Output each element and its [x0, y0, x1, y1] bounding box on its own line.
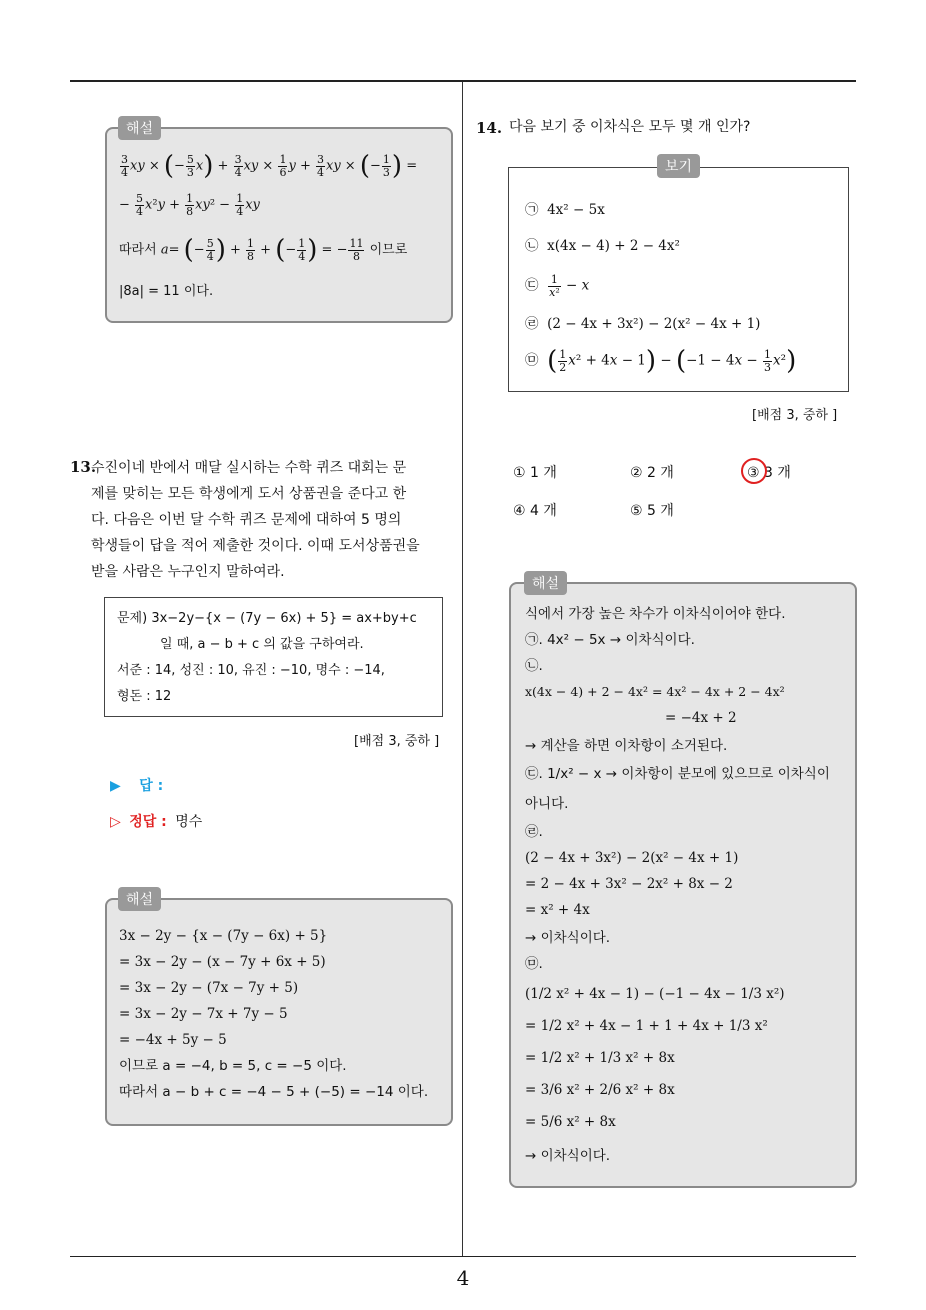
answer-label: 답 : [139, 778, 164, 794]
choice-2[interactable]: ② 2 개 [630, 465, 674, 481]
sol12-line4: |8a| = 11 이다. [119, 284, 214, 299]
bogi-item-5: ㉤ ( $\frac{1}{2}$ x² + 4x − 1) − (−1 − 4x − $\frac{1}{3}$ x²) [525, 346, 797, 376]
bogi-item-1 [525, 204, 605, 218]
sol14-line: → 이차식이다. [525, 930, 611, 946]
sol14-line: = x² + 4x [525, 902, 590, 918]
bottom-rule [70, 1256, 856, 1257]
q13-problem-box [104, 597, 443, 717]
q13-box-line: 형돈 : 12 [117, 689, 172, 704]
correct-label: 정답 : [129, 814, 167, 830]
sol13-line: 이므로 a = −4, b = 5, c = −5 이다. [119, 1058, 347, 1074]
q14-text: 다음 보기 중 이차식은 모두 몇 개 인가? [509, 119, 751, 135]
bogi-tag: 보기 [657, 154, 700, 178]
sol13-line: = −4x + 5y − 5 [119, 1032, 227, 1048]
bogi-mark: ㉠ [525, 202, 539, 218]
bogi-mark: ㉣ [525, 316, 539, 332]
sol14-line: → 계산을 하면 이차항이 소거된다. [525, 738, 728, 754]
bogi-item-3: ㉢ $\frac{1}{\text{x²}}$ − x [525, 273, 590, 299]
correct-value: 명수 [175, 814, 203, 830]
bogi-item-2 [525, 240, 680, 254]
sol14-line: → 이차식이다. [525, 1148, 611, 1164]
sol14-line: ㉣. [525, 824, 543, 840]
selected-answer-circle [741, 458, 767, 484]
choice-3[interactable]: ③ 3 개 [747, 465, 791, 481]
correct-arrow-icon: ▷ [110, 814, 121, 830]
sol13-line: 따라서 a − b + c = −4 − 5 + (−5) = −14 이다. [119, 1084, 429, 1100]
bogi-box [508, 167, 849, 392]
q13-text-line: 제를 맞히는 모든 학생에게 도서 상품권을 준다고 한 [91, 486, 407, 502]
solution-tag-14: 해설 [524, 571, 567, 595]
column-divider [462, 82, 463, 1257]
sol14-line: ㉠. 4x² − 5x → 이차식이다. [525, 632, 695, 648]
q13-text-line: 수진이네 반에서 매달 실시하는 수학 퀴즈 대회는 문 [91, 460, 407, 476]
q13-text [91, 455, 459, 585]
answer-row [110, 775, 163, 795]
sol14-line: = 1/2 x² + 4x − 1 + 1 + 4x + 1/3 x² [525, 1018, 768, 1034]
choice-4[interactable]: ④ 4 개 [513, 503, 557, 519]
q13-number: 13. [70, 458, 97, 476]
q13-box-line: 서준 : 14, 성진 : 10, 유진 : −10, 명수 : −14, [117, 663, 385, 678]
bogi-mark: ㉢ [525, 277, 539, 294]
sol12-line3-suffix: 이므로 [369, 242, 408, 258]
q14-score: [배점 3, 중하 ] [752, 408, 838, 423]
q13-box-line: 일 때, a − b + c 의 값을 구하여라. [160, 637, 364, 652]
sol14-line: ㉢. 1/x² − x → 이차항이 분모에 있으므로 이차식이 [525, 766, 830, 782]
bogi-item-4 [525, 318, 760, 332]
sol12-line2: − $\frac{5}{4}$ x²y + $\frac{1}{8}$ xy² − $\frac{1}{4}$ xy [119, 192, 260, 218]
sol14-line: = 1/2 x² + 1/3 x² + 8x [525, 1050, 675, 1066]
q13-text-line: 받을 사람은 누구인지 말하여라. [91, 564, 285, 580]
q13-box-line: 문제) 3x−2y−{x − (7y − 6x) + 5} = ax+by+c [117, 611, 417, 626]
bogi-expr: (2 − 4x + 3x²) − 2(x² − 4x + 1) [547, 316, 761, 332]
q13-score: [배점 3, 중하 ] [354, 734, 440, 749]
solution-box-14 [509, 582, 857, 1188]
answer-arrow-icon: ▶ [110, 778, 121, 794]
page-number: 4 [456, 1266, 470, 1290]
sol14-line: = 5/6 x² + 8x [525, 1114, 616, 1130]
solution-box-13 [105, 898, 453, 1126]
top-rule [70, 80, 856, 82]
choice-5[interactable]: ⑤ 5 개 [630, 503, 674, 519]
sol14-line: 아니다. [525, 796, 569, 812]
q13-text-line: 학생들이 답을 적어 제출한 것이다. 이때 도서상품권을 [91, 538, 420, 554]
sol14-line: = 2 − 4x + 3x² − 2x² + 8x − 2 [525, 876, 733, 892]
bogi-mark: ㉤ [525, 352, 539, 369]
sol14-line: ㉡. [525, 658, 543, 674]
sol14-line: ㉤. [525, 956, 543, 972]
sol13-line: 3x − 2y − {x − (7y − 6x) + 5} [119, 928, 328, 944]
sol13-line: = 3x − 2y − 7x + 7y − 5 [119, 1006, 288, 1022]
sol13-line: = 3x − 2y − (x − 7y + 6x + 5) [119, 954, 326, 970]
sol13-line: = 3x − 2y − (7x − 7y + 5) [119, 980, 299, 996]
bogi-mark: ㉡ [525, 238, 539, 254]
sol14-line: 식에서 가장 높은 차수가 이차식이어야 한다. [525, 606, 786, 622]
q14-number: 14. [476, 119, 503, 137]
correct-answer-row [110, 811, 202, 831]
choice-1[interactable]: ① 1 개 [513, 465, 557, 481]
bogi-expr: x(4x − 4) + 2 − 4x² [547, 238, 680, 254]
sol14-line: (2 − 4x + 3x²) − 2(x² − 4x + 1) [525, 850, 739, 866]
solution-tag-12: 해설 [118, 116, 161, 140]
sol14-line: (1/2 x² + 4x − 1) − (−1 − 4x − 1/3 x²) [525, 986, 785, 1002]
solution-box-12 [105, 127, 453, 323]
q13-text-line: 다. 다음은 이번 달 수학 퀴즈 문제에 대하여 5 명의 [91, 512, 402, 528]
sol14-line: = −4x + 2 [665, 710, 737, 726]
bogi-expr: 4x² − 5x [547, 202, 605, 218]
sol14-line: = 3/6 x² + 2/6 x² + 8x [525, 1082, 675, 1098]
sol12-line3: 따라서 a= (− $\frac{5}{4}$ ) + $\frac{1}{8}$ + (− $\frac{1}{4}$ ) = − $\frac{11}{8}$ 이므로 [119, 235, 408, 265]
solution-tag-13: 해설 [118, 887, 161, 911]
sol14-line: x(4x − 4) + 2 − 4x² = 4x² − 4x + 2 − 4x² [525, 684, 785, 699]
sol12-line1: $\frac{3}{4}$ xy × (− $\frac{5}{3}$ x) + $\frac{3}{4}$ xy × $\frac{1}{6}$ y + $\frac{3}{4}$ xy × (− $\frac{1}{3}$ ) = [121, 151, 418, 181]
